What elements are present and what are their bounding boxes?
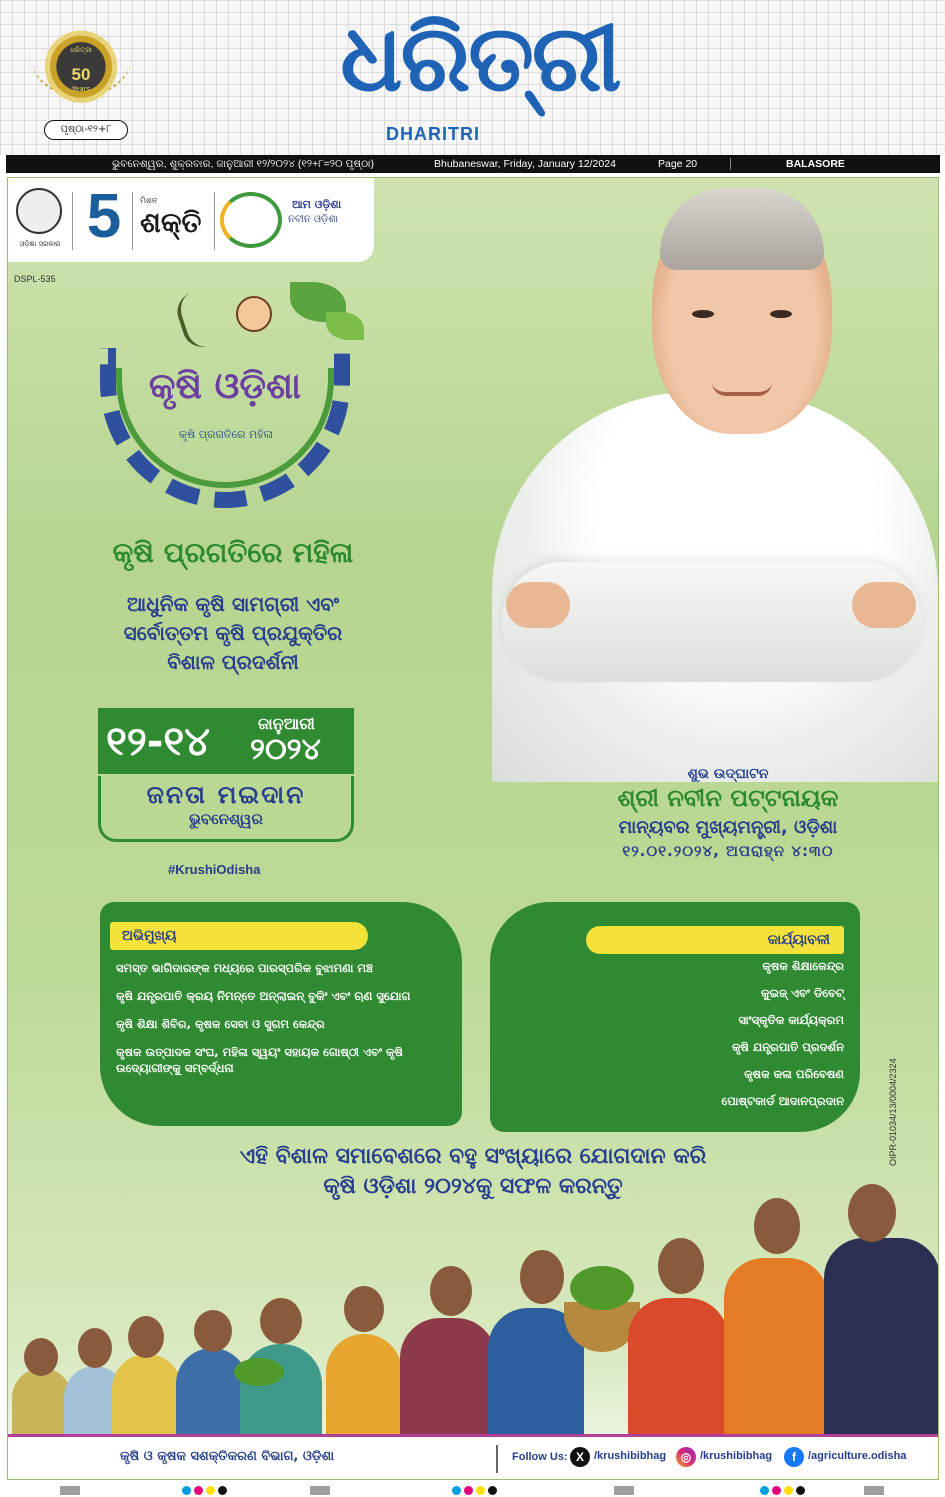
krushi-odisha-logo-subtitle: କୃଷି ପ୍ରଗତିରେ ମହିଳା bbox=[179, 428, 273, 441]
print-gray-block bbox=[614, 1486, 634, 1495]
x-handle: /krushibibhag bbox=[594, 1450, 667, 1462]
photo-figure bbox=[754, 1198, 800, 1254]
programs-list bbox=[524, 958, 844, 1120]
list-item: କୁଇଜ୍ ଏବଂ ଡିବେଟ୍ bbox=[761, 986, 844, 1000]
photo-vegetables bbox=[570, 1266, 634, 1310]
footer-divider bbox=[496, 1445, 498, 1473]
photo-hand bbox=[852, 582, 916, 628]
event-venue bbox=[98, 776, 354, 842]
list-item: କୃଷକ କଳା ପରିବେଷଣ bbox=[744, 1067, 844, 1081]
objectives-panel bbox=[100, 902, 462, 1126]
print-black-dot bbox=[218, 1486, 227, 1495]
print-yellow-dot bbox=[784, 1486, 793, 1495]
programs-title: କାର୍ଯ୍ୟାବଳୀ bbox=[586, 926, 844, 954]
chief-minister-photo bbox=[492, 182, 938, 772]
subheadline-line: ଆଧୁନିକ କୃଷି ସାମଗ୍ରୀ ଏବଂ bbox=[126, 592, 340, 616]
photo-figure bbox=[848, 1184, 896, 1242]
dateline-english: Bhubaneswar, Friday, January 12/2024 bbox=[434, 158, 616, 170]
call-to-action bbox=[128, 1142, 818, 1202]
inaugurator-name: ଶ୍ରୀ ନବୀନ ପଟ୍ଟନାୟକ bbox=[617, 784, 839, 812]
oipr-code: OIPR-01034/13/0004/2324 bbox=[888, 1058, 898, 1166]
anniversary-label: Years bbox=[71, 85, 91, 93]
headline: କୃଷି ପ୍ରଗତିରେ ମହିଳା bbox=[112, 536, 354, 569]
photo-figure bbox=[400, 1318, 496, 1438]
photo-vegetables bbox=[234, 1358, 284, 1386]
ama-odisha-logo-icon bbox=[220, 192, 282, 248]
date-month: ଜାନୁଆରୀ bbox=[258, 714, 315, 733]
woman-farmer-icon bbox=[236, 296, 272, 332]
print-black-dot bbox=[796, 1486, 805, 1495]
photo-figure bbox=[344, 1286, 384, 1332]
print-cyan-dot bbox=[452, 1486, 461, 1495]
inauguration-time: ୧୨.୦୧.୨୦୨୪, ଅପରାହ୍ନ ୪:୩୦ bbox=[622, 842, 834, 860]
masthead bbox=[0, 0, 945, 155]
photo-figure bbox=[260, 1298, 302, 1344]
instagram-handle: /krushibibhag bbox=[700, 1450, 773, 1462]
millet-grain-icon bbox=[172, 288, 224, 352]
venue-city: ଭୁବନେଶ୍ୱର bbox=[189, 810, 263, 828]
list-item: କୃଷକ ଉତ୍ପାଦକ ସଂଘ, ମହିଳା ସ୍ୱୟଂ ସହାୟକ ଗୋଷ୍ଠୀ ଏବଂ କୃଷି ଉଦ୍ୟୋଗୀଙ୍କୁ ସମ୍ବର୍ଦ୍ଧନା bbox=[116, 1045, 403, 1075]
instagram-icon: ◎ bbox=[676, 1447, 696, 1467]
print-magenta-dot bbox=[194, 1486, 203, 1495]
photo-figure bbox=[824, 1238, 939, 1438]
department-name: କୃଷି ଓ କୃଷକ ସଶକ୍ତିକରଣ ବିଭାଗ, ଓଡ଼ିଶା bbox=[120, 1449, 335, 1464]
print-magenta-dot bbox=[464, 1486, 473, 1495]
event-dates bbox=[98, 708, 354, 774]
photo-figure bbox=[430, 1266, 472, 1316]
programs-panel bbox=[490, 902, 860, 1132]
photo-figure bbox=[326, 1334, 402, 1438]
leaf-icon bbox=[326, 312, 364, 340]
hashtag: #KrushiOdisha bbox=[168, 862, 261, 877]
print-black-dot bbox=[488, 1486, 497, 1495]
objectives-list bbox=[116, 960, 446, 1088]
facebook-handle: /agriculture.odisha bbox=[808, 1450, 907, 1462]
list-item: ସାଂସ୍କୃତିକ କାର୍ଯ୍ୟକ୍ରମ bbox=[738, 1013, 844, 1027]
government-logo-strip bbox=[8, 178, 374, 262]
ama-odisha-line1: ଆମ ଓଡ଼ିଶା bbox=[292, 198, 342, 211]
five-t-logo: 5 bbox=[86, 182, 122, 251]
print-yellow-dot bbox=[476, 1486, 485, 1495]
logo-divider bbox=[132, 192, 133, 250]
x-icon: X bbox=[570, 1447, 590, 1467]
subheadline-line: ସର୍ବୋତ୍ତମ କୃଷି ପ୍ରଯୁକ୍ତିର bbox=[123, 621, 343, 645]
photo-figure bbox=[128, 1316, 164, 1358]
newspaper-title-english: DHARITRI bbox=[386, 124, 480, 144]
venue-name: ଜନତା ମଇଦାନ bbox=[146, 780, 306, 809]
cta-line: କୃଷି ଓଡ଼ିଶା ୨୦୨୪କୁ ସଫଳ କରନ୍ତୁ bbox=[323, 1174, 623, 1199]
photo-figure bbox=[658, 1238, 704, 1294]
dspl-code: DSPL-535 bbox=[14, 274, 56, 284]
print-magenta-dot bbox=[772, 1486, 781, 1495]
print-gray-block bbox=[310, 1486, 330, 1495]
inaugurator-designation: ମାନ୍ୟବର ମୁଖ୍ୟମନ୍ତ୍ରୀ, ଓଡ଼ିଶା bbox=[618, 817, 838, 838]
list-item: ସମସ୍ତ ଭାଗିଦାରଙ୍କ ମଧ୍ୟରେ ପାରସ୍ପରିକ ବୁଝାମଣା ମଞ୍ଚ bbox=[116, 961, 373, 975]
photo-figure bbox=[78, 1328, 112, 1368]
date-range: ୧୨-୧୪ bbox=[106, 719, 210, 765]
print-yellow-dot bbox=[206, 1486, 215, 1495]
photo-hair bbox=[660, 188, 824, 270]
date-year: ୨୦୨୪ bbox=[250, 732, 321, 767]
krushi-odisha-logo-title: କୃଷି ଓଡ଼ିଶା bbox=[148, 366, 302, 407]
mission-shakti-small: ମିଶନ bbox=[140, 196, 158, 205]
photo-hand bbox=[506, 582, 570, 628]
inauguration-label: ଶୁଭ ଉଦ୍‌ଘାଟନ bbox=[687, 766, 769, 782]
list-item: ପୋଷ୍ଟକାର୍ଡ ଆଦାନପ୍ରଦାନ bbox=[721, 1094, 844, 1108]
list-item: କୃଷି ଯନ୍ତ୍ରପାତି ପ୍ରଦର୍ଶନ bbox=[731, 1040, 844, 1054]
facebook-social-link[interactable] bbox=[784, 1447, 934, 1469]
govt-label: ଓଡ଼ିଶା ସରକାର bbox=[19, 240, 61, 248]
photo-eye bbox=[770, 310, 792, 318]
anniversary-title: ଧରିତ୍ରୀ bbox=[70, 46, 92, 54]
photo-figure bbox=[112, 1354, 182, 1438]
page-count-tag: ପୃଷ୍ଠା-୧୨+୮ bbox=[44, 120, 128, 140]
photo-smile bbox=[712, 382, 772, 396]
anniversary-number: 50 bbox=[71, 65, 91, 84]
objectives-title: ଅଭିମୁଖ୍ୟ bbox=[110, 922, 368, 950]
list-item: କୃଷି ଶିକ୍ଷା ଶିବିର, କୃଷକ ସେବା ଓ ସୁଗମ କେନ୍ଦ୍ର bbox=[116, 1017, 325, 1031]
photo-figure bbox=[724, 1258, 828, 1438]
anniversary-emblem bbox=[38, 28, 124, 114]
photo-figure bbox=[194, 1310, 232, 1352]
photo-figure bbox=[520, 1250, 564, 1304]
logo-divider bbox=[72, 192, 73, 250]
cta-line: ଏହି ବିଶାଳ ସମାବେଶରେ ବହୁ ସଂଖ୍ୟାରେ ଯୋଗଦାନ କରି bbox=[239, 1144, 707, 1169]
ad-footer bbox=[8, 1434, 939, 1480]
newspaper-title: ଧରିତ୍ରୀ bbox=[340, 4, 620, 112]
logo-divider bbox=[214, 192, 215, 250]
inauguration-block bbox=[568, 766, 888, 860]
dateline-bar bbox=[6, 155, 940, 173]
photo-figure bbox=[24, 1338, 58, 1376]
mission-shakti-title: ଶକ୍ତି bbox=[140, 206, 202, 239]
facebook-icon: f bbox=[784, 1447, 804, 1467]
photo-eye bbox=[692, 310, 714, 318]
follow-us-label: Follow Us: bbox=[512, 1451, 568, 1463]
photo-figure bbox=[628, 1298, 728, 1438]
print-gray-block bbox=[60, 1486, 80, 1495]
subheadline-line: ବିଶାଳ ପ୍ରଦର୍ଶନୀ bbox=[167, 650, 299, 674]
x-social-link[interactable] bbox=[570, 1447, 680, 1469]
print-marks bbox=[0, 1484, 945, 1497]
ama-odisha-line2: ନବୀନ ଓଡ଼ିଶା bbox=[288, 214, 338, 225]
dateline-divider bbox=[730, 158, 731, 170]
odisha-govt-emblem-icon bbox=[16, 188, 62, 234]
page-number: Page 20 bbox=[658, 158, 698, 170]
photo-figure bbox=[12, 1368, 72, 1438]
list-item: କୃଷି ଯନ୍ତ୍ରପାତି କ୍ରୟ ନିମନ୍ତେ ଅନ୍‌ଲାଇନ୍ ବୁକିଂ ଏବଂ ଋଣ ସୁଯୋଗ bbox=[116, 989, 411, 1003]
print-cyan-dot bbox=[760, 1486, 769, 1495]
advertisement bbox=[7, 177, 939, 1480]
dateline-odia: ଭୁବନେଶ୍ୱର, ଶୁକ୍ରବାର, ଜାନୁଆରୀ ୧୨/୨୦୨୪ (୧୨+୮=୨୦ ପୃଷ୍ଠା) bbox=[112, 158, 375, 170]
instagram-social-link[interactable] bbox=[676, 1447, 786, 1469]
edition-name: BALASORE bbox=[786, 158, 845, 170]
photo-figure bbox=[176, 1348, 248, 1438]
list-item: କୃଷକ ଶିକ୍ଷାକେନ୍ଦ୍ର bbox=[762, 959, 844, 973]
print-gray-block bbox=[864, 1486, 884, 1495]
print-cyan-dot bbox=[182, 1486, 191, 1495]
subheadline bbox=[48, 590, 418, 677]
